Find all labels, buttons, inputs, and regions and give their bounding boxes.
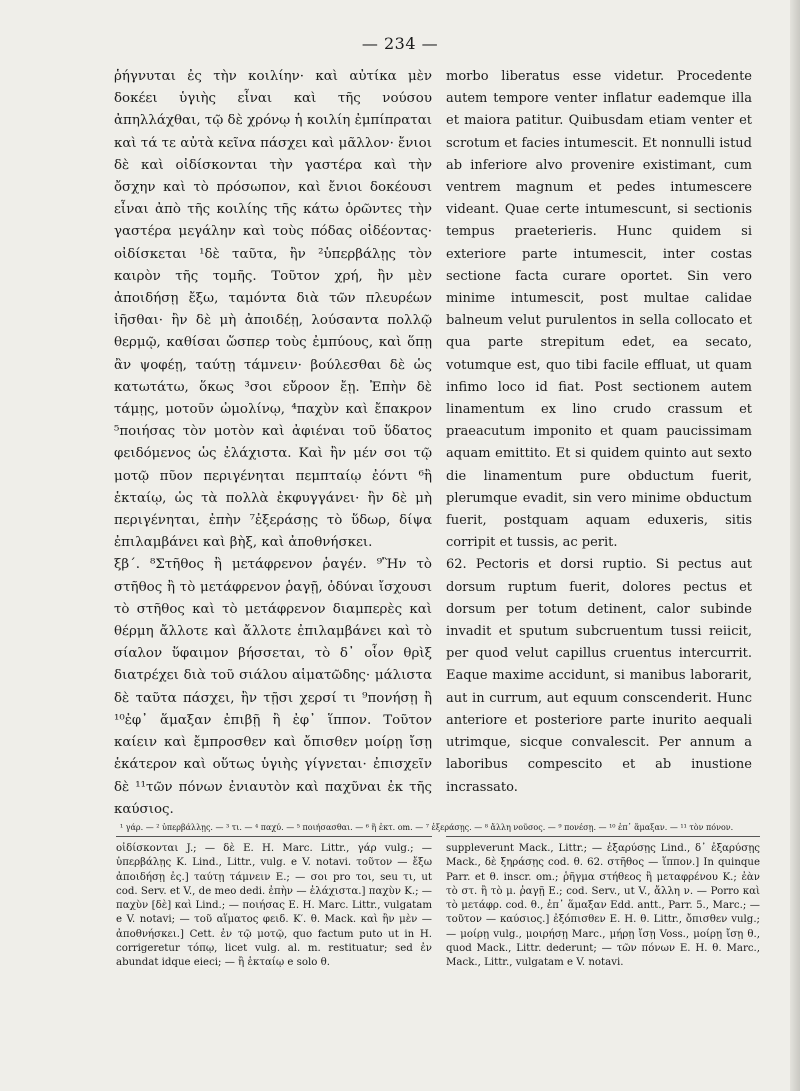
apparatus-left: οἰδίσκονται J.; — δὲ E. H. Marc. Littr., γάρ vulg.; — ὑπερβάλῃς K. Lind., Littr., vulg. e V. notavi. τοῦτον — ἔξω ἀποιδήσῃ ἐς.] ταύτῃ τάμνειν E.; — σοι pro τοι, seu τι, ut cod. Serv. et V., de meo dedi. ἐπὴν — ἐλάχιστα.] παχὺν K.; — παχὺν [δὲ] καὶ Lind.; — ποιήσας E. H. Marc. Littr., vulgatam e V. notavi; — τοῦ αἵματος φειδ. K′. θ. Mack. καὶ ἢν μὲν — ἀποθνήσκει.] Cett. ἐν τῷ μοτῷ, quo factum puto ut in H. corrigeretur τόπῳ, licet vulg. al. m. restituatur; sed ἐν abundat idque eieci; — ἢ ἑκταίῳ e solo θ. <box>116 843 432 969</box>
latin-text-column <box>446 66 752 799</box>
footnote-markers: ¹ γάρ. — ² ὑπερβάλλῃς. — ³ τι. — ⁴ παχύ. — ⁵ ποιήσασθαι. — ⁶ ἢ ἐκτ. om. — ⁷ ἐξεράσῃς. — ⁸ ἄλλη νοῦσος. — ⁹ πονέσῃ. — ¹⁰ ἐπ᾽ ἅμαξαν. — ¹¹ τὸν πόνον. <box>120 823 734 832</box>
latin-paragraph-2: 62. Pectoris et dorsi ruptio. Si pectus aut dorsum ruptum fuerit, dolores pectus et dorsum per totum detinent, calor subinde invadit et sputum subcruentum tussi reiicit, per quod velut capillus cruentus intercurrit. Eaque maxime accidunt, si manibus laborarit, aut in currum, aut equum conscenderit. Hunc anteriore et posteriore parte inurito aequali utrimque, sicque convalescit. Per annum a laboribus compescito et ab inustione incrassato. <box>446 557 752 795</box>
greek-paragraph-2: ξβ΄. ⁸Στῆθος ἢ μετάφρενον ῥαγέν. ⁹Ἢν τὸ στῆθος ἢ τὸ μετάφρενον ῥαγῇ, ὀδύναι ἴσχουσι τὸ στῆθος καὶ τὸ μετάφρενον διαμπερὲς καὶ θέρμη ἄλλοτε καὶ ἄλλοτε ἐπιλαμβάνει καὶ τὸ σίαλον ὕφαιμον βήσσεται, τὸ δ᾽ οἷον θρὶξ διατρέχει διὰ τοῦ σιάλου αἱματῶδης· μάλιστα δὲ ταῦτα πάσχει, ἢν τῇσι χερσί τι ⁹πονήσῃ ἢ ¹⁰ἐφ᾽ ἅμαξαν ἐπιβῇ ἢ ἐφ᾽ ἵππον. Τοῦτον καίειν καὶ ἔμπροσθεν καὶ ὄπισθεν μοίρῃ ἴσῃ ἑκάτερον καὶ οὕτως ὑγιὴς γίγνεται· ἐπισχεῖν δὲ ¹¹τῶν πόνων ἐνιαυτὸν καὶ παχῦναι ἐκ τῆς καύσιος. <box>114 557 432 817</box>
latin-paragraph-1: morbo liberatus esse videtur. Procedente autem tempore venter inflatur eademque illa et maiora patitur. Quibusdam etiam venter et scrotum et facies intumescit. Et nonnulli istud ab inferiore alvo provenire existimant, cum ventrem magnum et pedes intumescere videant. Quae certe intumescunt, si sectionis tempus praeterieris. Hunc quidem si exteriore parte intumescit, inter costas sectione facta curare oportet. Sin vero minime intumescit, post multae calidae balneum velut purulentos in sella collocato et qua parte strepitum edet, ea secato, votumque est, quo tibi facile effluat, ut quam infimo loco id fiat. Post sectionem autem linamentum ex lino crudo crassum et praeacutum imponito et quam paucissimam aquam emittito. Et si quidem quinto aut sexto die linamentum pure obductum fuerit, plerumque evadit, sin vero minime obductum fuerit, postquam aquam eduxeris, sitis corripit et tussis, ac perit. <box>446 69 752 551</box>
divider-right <box>446 836 760 837</box>
page-number: — 234 — <box>361 34 439 53</box>
greek-text-column <box>114 66 432 821</box>
page-edge-shadow <box>790 0 800 1091</box>
divider-left <box>116 836 432 837</box>
apparatus-right: suppleverunt Mack., Littr.; — ἐξαρύσῃς Lind., δ᾽ ἐξαρύσῃς Mack., δὲ ξηράσῃς cod. θ. 62. στῆθος — ἵππον.] In quinque Parr. et θ. inscr. om.; ῥῆγμα στήθεος ἢ μεταφρένου K.; ἐὰν τὸ στ. ἢ τὸ μ. ῥαγῇ E.; cod. Serv., ut V., ἄλλη ν. — Porro καὶ τὸ μετάφρ. cod. θ., ἐπ᾽ ἅμαξαν Edd. antt., Parr. 5., Marc.; — τοῦτον — καύσιος.] ἐξόπισθεν E. H. θ. Littr., ὄπισθεν vulg.; — μοίρῃ vulg., μοιρήσῃ Marc., μήρῃ ἴσῃ Voss., μοίρῃ ἴσῃ θ., quod Mack., Littr. dederunt; — τῶν πόνων E. H. θ. Marc., Mack., Littr., vulgatam e V. notavi. <box>446 843 760 969</box>
greek-paragraph-1: ῥήγνυται ἐς τὴν κοιλίην· καὶ αὐτίκα μὲν δοκέει ὑγιὴς εἶναι καὶ τῆς νούσου ἀπηλλάχθαι, τῷ δὲ χρόνῳ ἡ κοιλίη ἐμπίπραται καὶ τά τε αὐτὰ κεῖνα πάσχει καὶ μᾶλλον· ἔνιοι δὲ καὶ οἰδίσκονται τὴν γαστέρα καὶ τὴν ὄσχην καὶ τὸ πρόσωπον, καὶ ἔνιοι δοκέουσι εἶναι ἀπὸ τῆς κοιλίης τῆς κάτω ὁρῶντες τὴν γαστέρα μεγάλην καὶ τοὺς πόδας οἰδέοντας· οἰδίσκεται ¹δὲ ταῦτα, ἢν ²ὑπερβάλῃς τὸν καιρὸν τῆς τομῆς. Τοῦτον χρή, ἢν μὲν ἀποιδήσῃ ἔξω, ταμόντα διὰ τῶν πλευρέων ἰῆσθαι· ἢν δὲ μὴ ἀποιδέῃ, λούσαντα πολλῷ θερμῷ, καθίσαι ὥσπερ τοὺς ἐμπύους, καὶ ὅπῃ ἂν ψοφέῃ, ταύτῃ τάμνειν· βούλεσθαι δὲ ὡς κατωτάτω, ὅκως ³σοι εὔροον ἔῃ. Ἐπὴν δὲ τάμῃς, μοτοῦν ὠμολίνῳ, ⁴παχὺν καὶ ἔπακρον ⁵ποιήσας τὸν μοτὸν καὶ ἀφιέναι τοῦ ὕδατος φειδόμενος ὡς ἐλάχιστα. Καὶ ἢν μέν σοι τῷ μοτῷ πῦον περιγένηται πεμπταίῳ ἐόντι ⁶ἢ ἑκταίῳ, ὡς τὰ πολλὰ ἐκφυγγάνει· ἢν δὲ μὴ περιγένηται, ἐπὴν ⁷ἐξεράσῃς τὸ ὕδωρ, δίψα ἐπιλαμβάνει καὶ βὴξ, καὶ ἀποθνήσκει. <box>114 69 432 551</box>
